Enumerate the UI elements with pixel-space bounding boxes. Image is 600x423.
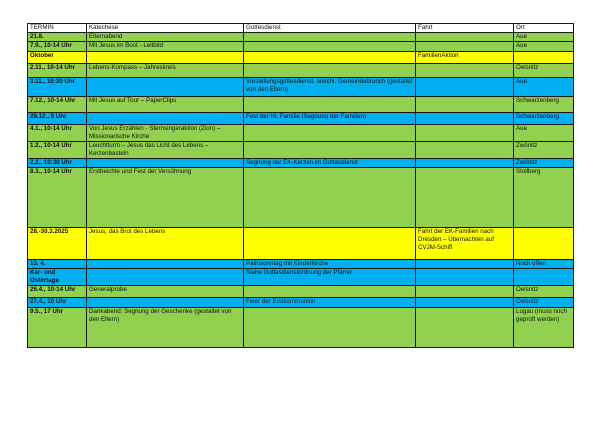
cell-katechese: Generalprobe bbox=[87, 286, 244, 298]
cell-termin: 2.2., 10:30 Uhr bbox=[28, 159, 87, 168]
cell-termin: 7.12., 10-14 Uhr bbox=[28, 97, 87, 113]
cell-gottesdienst bbox=[244, 64, 416, 78]
cell-termin: 21.8. bbox=[28, 33, 87, 42]
cell-katechese: Elternabend bbox=[87, 33, 244, 42]
cell-gottesdienst bbox=[244, 33, 416, 42]
cell-fahrt bbox=[416, 142, 514, 159]
header-row bbox=[28, 24, 574, 33]
cell-katechese: Dankabend; Segnung der Geschenke (gestaltet von den Eltern) bbox=[87, 308, 244, 348]
cell-termin: Oktober bbox=[28, 52, 87, 64]
table-row bbox=[28, 260, 574, 269]
cell-gottesdienst: Siehe Gottesdienstordnung der Pfarrei bbox=[244, 269, 416, 286]
cell-ort: Stollberg bbox=[514, 168, 574, 228]
cell-gottesdienst: Vorstellungsgottesdienst, anschl. Gemeindebrunch (gestaltet von den Eltern) bbox=[244, 78, 416, 97]
table-row bbox=[28, 298, 574, 308]
cell-ort: Schwarzenberg bbox=[514, 113, 574, 125]
cell-fahrt bbox=[416, 298, 514, 308]
cell-katechese: Mit Jesus im Boot - Leitbild bbox=[87, 42, 244, 52]
table-row bbox=[28, 52, 574, 64]
cell-katechese: Leuchtturm – Jesus das Licht des Lebens – Kerzenbasteln bbox=[87, 142, 244, 159]
cell-gottesdienst: Fest der Hl. Familie (Segnung der Familien) bbox=[244, 113, 416, 125]
cell-termin: 28.-30.3.2025 bbox=[28, 228, 87, 260]
cell-fahrt bbox=[416, 308, 514, 348]
cell-gottesdienst bbox=[244, 142, 416, 159]
cell-katechese: Lebens-Kompass – Jahreskreis bbox=[87, 64, 244, 78]
cell-termin: 8.3., 10-14 Uhr bbox=[28, 168, 87, 228]
cell-fahrt bbox=[416, 64, 514, 78]
cell-ort: Aue bbox=[514, 78, 574, 97]
cell-fahrt bbox=[416, 78, 514, 97]
cell-katechese bbox=[87, 113, 244, 125]
cell-gottesdienst: Palmsonntag mit Kinderkirche bbox=[244, 260, 416, 269]
cell-gottesdienst bbox=[244, 125, 416, 142]
cell-ort bbox=[514, 269, 574, 286]
cell-katechese: Erstbeichte und Fest der Versöhnung bbox=[87, 168, 244, 228]
table-row bbox=[28, 33, 574, 42]
cell-gottesdienst bbox=[244, 308, 416, 348]
cell-termin: 27.4., 10 Uhr bbox=[28, 298, 87, 308]
cell-termin: 13. 4. bbox=[28, 260, 87, 269]
cell-ort: Oelsnitz bbox=[514, 286, 574, 298]
cell-fahrt bbox=[416, 42, 514, 52]
cell-ort bbox=[514, 228, 574, 260]
table-row bbox=[28, 64, 574, 78]
cell-fahrt bbox=[416, 97, 514, 113]
cell-termin: 9.5., 17 Uhr bbox=[28, 308, 87, 348]
cell-katechese bbox=[87, 78, 244, 97]
table-row bbox=[28, 308, 574, 348]
table-row bbox=[28, 142, 574, 159]
cell-ort: Oelsnitz bbox=[514, 298, 574, 308]
cell-katechese: Von Jesus Erzählen - Sternsingeraktion (Zion) – Missionarische Kirche bbox=[87, 125, 244, 142]
cell-katechese: Jesus, das Brot des Lebens bbox=[87, 228, 244, 260]
cell-ort: Aue bbox=[514, 33, 574, 42]
cell-gottesdienst bbox=[244, 52, 416, 64]
cell-katechese bbox=[87, 159, 244, 168]
cell-fahrt: FamilienAktion bbox=[416, 52, 514, 64]
cell-ort: Aue bbox=[514, 125, 574, 142]
table-row bbox=[28, 269, 574, 286]
header-katechese: Katechese bbox=[87, 24, 244, 33]
cell-ort: Schwarzenberg bbox=[514, 97, 574, 113]
cell-termin: Kar- und Ostertage bbox=[28, 269, 87, 286]
cell-ort: Oelsnitz bbox=[514, 64, 574, 78]
cell-gottesdienst bbox=[244, 286, 416, 298]
cell-ort: Zwönitz bbox=[514, 142, 574, 159]
cell-termin: 3.11., 10:30 Uhr bbox=[28, 78, 87, 97]
cell-fahrt bbox=[416, 286, 514, 298]
table-row bbox=[28, 113, 574, 125]
table-row bbox=[28, 286, 574, 298]
cell-katechese: Mit Jesus auf Tour – PaperClips bbox=[87, 97, 244, 113]
table-row bbox=[28, 228, 574, 260]
cell-fahrt bbox=[416, 168, 514, 228]
cell-fahrt bbox=[416, 113, 514, 125]
cell-ort: Zwönitz bbox=[514, 159, 574, 168]
cell-fahrt bbox=[416, 269, 514, 286]
header-fahrt: Fahrt bbox=[416, 24, 514, 33]
table-row bbox=[28, 125, 574, 142]
header-termin: TERMIN bbox=[28, 24, 87, 33]
table-row bbox=[28, 97, 574, 113]
cell-ort: Lugau (muss noch geprüft werden) bbox=[514, 308, 574, 348]
cell-fahrt: Fahrt der EK-Familien nach Dresden – Übernachten auf CVJM-Schiff bbox=[416, 228, 514, 260]
cell-gottesdienst bbox=[244, 42, 416, 52]
cell-gottesdienst bbox=[244, 228, 416, 260]
cell-gottesdienst bbox=[244, 168, 416, 228]
schedule-table bbox=[27, 23, 574, 348]
cell-gottesdienst: Feier der Erstkommunion bbox=[244, 298, 416, 308]
cell-gottesdienst: Segnung der EK-Kerzen im Gottesdienst bbox=[244, 159, 416, 168]
cell-katechese bbox=[87, 298, 244, 308]
cell-fahrt bbox=[416, 33, 514, 42]
cell-katechese bbox=[87, 52, 244, 64]
cell-ort: Aue bbox=[514, 42, 574, 52]
table-row bbox=[28, 168, 574, 228]
cell-gottesdienst bbox=[244, 97, 416, 113]
cell-ort bbox=[514, 52, 574, 64]
table-row bbox=[28, 159, 574, 168]
cell-termin: 29.12., 9 Uhr bbox=[28, 113, 87, 125]
cell-termin: 1.2., 10-14 Uhr bbox=[28, 142, 87, 159]
cell-termin: 7.9., 10-14 Uhr bbox=[28, 42, 87, 52]
cell-termin: 4.1., 10-14 Uhr bbox=[28, 125, 87, 142]
cell-katechese bbox=[87, 269, 244, 286]
cell-katechese bbox=[87, 260, 244, 269]
cell-fahrt bbox=[416, 159, 514, 168]
cell-termin: 26.4., 10-14 Uhr bbox=[28, 286, 87, 298]
table-row bbox=[28, 42, 574, 52]
cell-fahrt bbox=[416, 125, 514, 142]
header-ort: Ort bbox=[514, 24, 574, 33]
header-gottesdienst: Gottesdienst bbox=[244, 24, 416, 33]
cell-fahrt bbox=[416, 260, 514, 269]
cell-ort: Noch offen bbox=[514, 260, 574, 269]
cell-termin: 2.11., 10-14 Uhr bbox=[28, 64, 87, 78]
table-row bbox=[28, 78, 574, 97]
